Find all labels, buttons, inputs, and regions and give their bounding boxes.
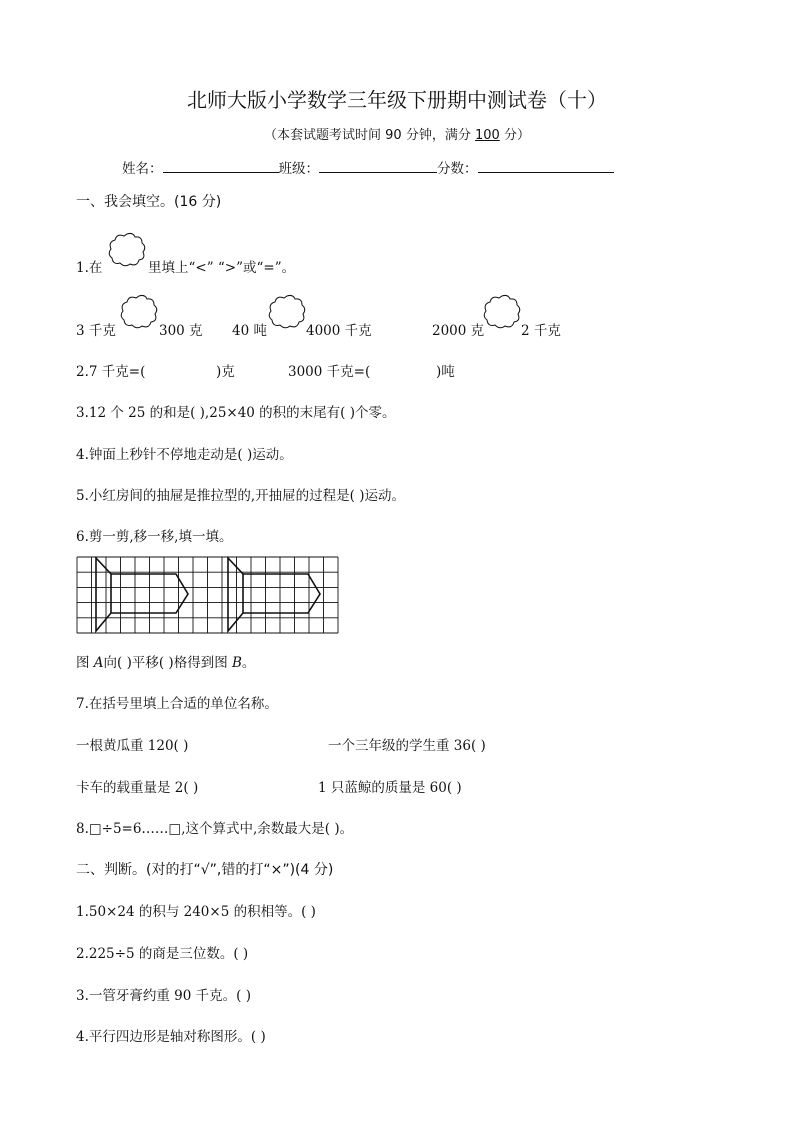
subtitle-before: （本套试题考试时间 90 分钟，满分: [264, 128, 475, 143]
q1-item1-left: 3 千克: [76, 323, 116, 339]
figure-b-label: B: [232, 655, 242, 671]
q8-text: 8.□÷5=6……□,这个算式中,余数最大是( )。: [76, 821, 354, 837]
cloud-icon[interactable]: [107, 232, 147, 268]
q4-text: 4.钟面上秒针不停地走动是( )运动。: [76, 447, 293, 463]
shape-a-triangle-cut: [96, 558, 111, 631]
q1-prefix: 1.在: [76, 260, 103, 276]
q1-item2-left: 40 吨: [232, 323, 267, 339]
q6-answer-middle: 向( )平移( )格得到图: [103, 655, 232, 671]
cloud-icon[interactable]: [119, 294, 159, 330]
q6-answer-line: [76, 651, 255, 671]
q2-part-b: 3000 千克=(: [288, 364, 371, 380]
judge-item-3: 3.一管牙膏约重 90 千克。( ): [76, 988, 251, 1004]
q1-item3-left: 2000 克: [432, 323, 485, 339]
q3-text: 3.12 个 25 的和是( ),25×40 的积的末尾有( )个零。: [76, 405, 396, 421]
full-score: 100: [474, 128, 500, 143]
score-field[interactable]: [478, 159, 614, 173]
subtitle-after: 分）: [499, 128, 530, 143]
page-title: 北师大版小学数学三年级下册期中测试卷（十）: [187, 88, 607, 112]
class-field[interactable]: [319, 159, 437, 173]
shape-b-triangle-cut: [228, 558, 243, 631]
q6-text: 6.剪一剪,移一移,填一填。: [76, 529, 233, 545]
section-two-heading: 二、判断。(对的打“√”,错的打“×”)(4 分): [76, 862, 334, 878]
exam-subtitle: [0, 124, 794, 143]
score-label: 分数：: [437, 161, 478, 177]
name-field[interactable]: [163, 159, 279, 173]
figure-a-label: A: [93, 655, 104, 671]
translation-grid-figure: [76, 556, 340, 634]
judge-item-4: 4.平行四边形是轴对称图形。( ): [76, 1029, 266, 1045]
class-label: 班级：: [278, 161, 319, 177]
q6-answer-prefix: 图: [76, 655, 94, 671]
q7-item-4: 1 只蓝鲸的质量是 60( ): [318, 780, 462, 796]
q7-text: 7.在括号里填上合适的单位名称。: [76, 696, 278, 712]
section-one-heading: 一、我会填空。(16 分): [76, 194, 222, 210]
q6-answer-end: 。: [241, 655, 256, 671]
shape-b-arrow-body: [243, 574, 320, 613]
q7-item-3: 卡车的载重量是 2( ): [76, 780, 199, 796]
q2-part-a-unit: )克: [216, 364, 235, 380]
judge-item-1: 1.50×24 的积与 240×5 的积相等。( ): [76, 904, 316, 920]
cloud-icon[interactable]: [482, 294, 522, 330]
q1-item2-right: 4000 千克: [306, 323, 372, 339]
name-label: 姓名：: [122, 161, 163, 177]
q2-part-b-unit: )吨: [436, 364, 455, 380]
cloud-icon[interactable]: [267, 294, 307, 330]
q1-item3-right: 2 千克: [521, 323, 561, 339]
q5-text: 5.小红房间的抽屉是推拉型的,开抽屉的过程是( )运动。: [76, 488, 405, 504]
q7-item-2: 一个三年级的学生重 36( ): [328, 738, 486, 754]
q1-item1-right: 300 克: [159, 323, 203, 339]
student-info-row: [122, 157, 614, 177]
judge-item-2: 2.225÷5 的商是三位数。( ): [76, 946, 249, 962]
q2-part-a: 2.7 千克=(: [76, 364, 146, 380]
q7-item-1: 一根黄瓜重 120( ): [76, 738, 189, 754]
q1-text: 里填上“<” “>”或“=”。: [148, 260, 296, 276]
